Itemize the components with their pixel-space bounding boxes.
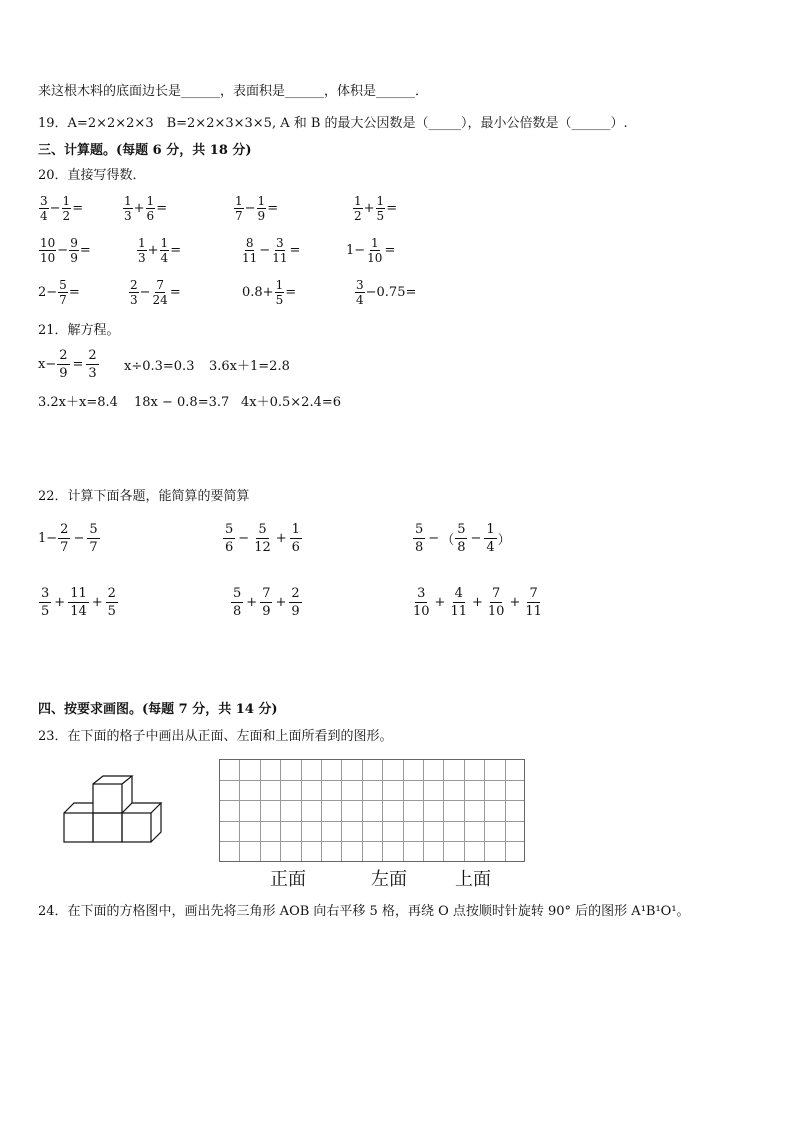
fraction: $\frac{1}{2}$ [62, 194, 71, 223]
q20-r2-c4: 1− $\frac{1}{10}$ = [346, 236, 396, 265]
label-top-view: 上面 [455, 869, 491, 890]
fraction: $\frac{5}{8}$ [233, 586, 242, 619]
q22-title: 22．计算下面各题，能简算的要简算 [38, 489, 250, 504]
q20-r2-c1: $\frac{10}{10}$ − $\frac{9}{9}$ = [40, 236, 91, 265]
fraction: $\frac{3}{5}$ [41, 586, 50, 619]
label-left-view: 左面 [371, 869, 407, 890]
q21-equation-3: 3.6x＋1=2.8 [209, 359, 290, 374]
q20-r1-c3: $\frac{1}{7}$ − $\frac{1}{9}$ = [235, 194, 279, 223]
fraction: $\frac{2}{9}$ [59, 348, 68, 381]
fraction: $\frac{7}{24}$ [152, 278, 168, 307]
fraction: $\frac{2}{5}$ [107, 586, 116, 619]
q22-problem-6: $\frac{3}{10}$ + $\frac{4}{11}$ + $\frac{7}{10}$ + $\frac{7}{11}$ [413, 586, 542, 619]
fraction: $\frac{1}{5}$ [376, 194, 385, 223]
q22-problem-1: 1− $\frac{2}{7}$ − $\frac{5}{7}$ [38, 522, 98, 555]
fraction: $\frac{1}{7}$ [235, 194, 243, 223]
q22-problem-3: $\frac{5}{8}$ − （ $\frac{5}{8}$ − $\frac{1}{4}$ ） [415, 522, 511, 555]
fraction: $\frac{5}{7}$ [89, 522, 98, 555]
fraction: $\frac{2}{7}$ [60, 522, 69, 555]
answer-grid [219, 759, 525, 863]
fraction: $\frac{5}{7}$ [59, 278, 67, 307]
q21-equation-2: x÷0.3=0.3 [124, 359, 195, 374]
fraction: $\frac{7}{11}$ [525, 586, 542, 619]
q20-title: 20．直接写得数． [38, 168, 146, 183]
q22-problem-4: $\frac{3}{5}$ + $\frac{11}{14}$ + $\frac{2}{5}$ [41, 586, 116, 619]
fraction: $\frac{1}{4}$ [160, 236, 169, 265]
fraction: $\frac{7}{10}$ [487, 586, 505, 619]
fraction: $\frac{8}{11}$ [242, 236, 258, 265]
section-3-title: 三、计算题。(每题 6 分，共 18 分) [38, 143, 252, 158]
section-4-title: 四、按要求画图。(每题 7 分，共 14 分) [38, 702, 278, 717]
fraction: $\frac{1}{6}$ [146, 194, 155, 223]
fraction: $\frac{1}{2}$ [354, 194, 362, 223]
q20-r3-c1: 2− $\frac{5}{7}$ = [38, 278, 80, 307]
fraction: $\frac{5}{12}$ [254, 522, 271, 555]
q24-text: 24．在下面的方格图中，画出先将三角形 AOB 向右平移 5 格，再绕 O 点按顺时针旋转 90° 后的图形 A¹B¹O¹。 [38, 904, 690, 919]
q20-r3-c4: $\frac{3}{4}$ −0.75= [356, 278, 417, 307]
q20-r3-c2: $\frac{2}{3}$ − $\frac{7}{24}$ = [130, 278, 181, 307]
fraction: $\frac{2}{3}$ [130, 278, 138, 307]
fraction: $\frac{3}{10}$ [413, 586, 430, 619]
q21-title: 21．解方程。 [38, 323, 120, 338]
fraction: $\frac{9}{9}$ [70, 236, 78, 265]
fraction: $\frac{5}{6}$ [225, 522, 234, 555]
fraction: $\frac{1}{10}$ [367, 236, 383, 265]
q21-equation-1: x− $\frac{2}{9}$ = $\frac{2}{3}$ [38, 348, 97, 381]
fraction: $\frac{7}{9}$ [262, 586, 271, 619]
fraction: $\frac{5}{8}$ [457, 522, 466, 555]
fraction: $\frac{2}{9}$ [291, 586, 300, 619]
fraction: $\frac{1}{5}$ [275, 278, 284, 307]
fraction: $\frac{1}{3}$ [124, 194, 132, 223]
fraction: $\frac{5}{8}$ [415, 522, 424, 555]
q18-tail-text: 来这根木料的底面边长是______，表面积是______，体积是______． [38, 84, 429, 99]
fraction: $\frac{3}{4}$ [40, 194, 48, 223]
fraction: $\frac{1}{4}$ [486, 522, 495, 555]
cube-stack-figure [62, 775, 164, 845]
q21-equation-6: 4x＋0.5×2.4=6 [241, 395, 342, 410]
q20-r1-c2: $\frac{1}{3}$ + $\frac{1}{6}$ = [124, 194, 168, 223]
fraction: $\frac{10}{10}$ [40, 236, 56, 265]
fraction: $\frac{11}{14}$ [70, 586, 87, 619]
q20-r1-c1: $\frac{3}{4}$ − $\frac{1}{2}$ = [40, 194, 84, 223]
q20-r3-c3: 0.8+ $\frac{1}{5}$ = [242, 278, 297, 307]
fraction: $\frac{1}{3}$ [138, 236, 146, 265]
fraction: $\frac{1}{9}$ [257, 194, 266, 223]
fraction: $\frac{1}{6}$ [291, 522, 300, 555]
q20-r2-c3: $\frac{8}{11}$ − $\frac{3}{11}$ = [242, 236, 301, 265]
q20-r1-c4: $\frac{1}{2}$ + $\frac{1}{5}$ = [354, 194, 398, 223]
q21-equation-4: 3.2x＋x=8.4 [38, 395, 118, 410]
fraction: $\frac{2}{3}$ [88, 348, 97, 381]
fraction: $\frac{3}{4}$ [356, 278, 364, 307]
q21-equation-5: 18x − 0.8=3.7 [134, 395, 230, 410]
fraction: $\frac{4}{11}$ [450, 586, 467, 619]
q23-title: 23．在下面的格子中画出从正面、左面和上面所看到的图形。 [38, 729, 393, 744]
label-front-view: 正面 [270, 869, 306, 890]
q19-text: 19．A=2×2×2×3 B=2×2×3×3×5, A 和 B 的最大公因数是（_____），最小公倍数是（______）. [38, 116, 628, 131]
q22-problem-5: $\frac{5}{8}$ + $\frac{7}{9}$ + $\frac{2}{9}$ [233, 586, 300, 619]
q20-r2-c2: $\frac{1}{3}$ + $\frac{1}{4}$ = [138, 236, 182, 265]
fraction: $\frac{3}{11}$ [272, 236, 288, 265]
q22-problem-2: $\frac{5}{6}$ − $\frac{5}{12}$ + $\frac{1}{6}$ [225, 522, 300, 555]
